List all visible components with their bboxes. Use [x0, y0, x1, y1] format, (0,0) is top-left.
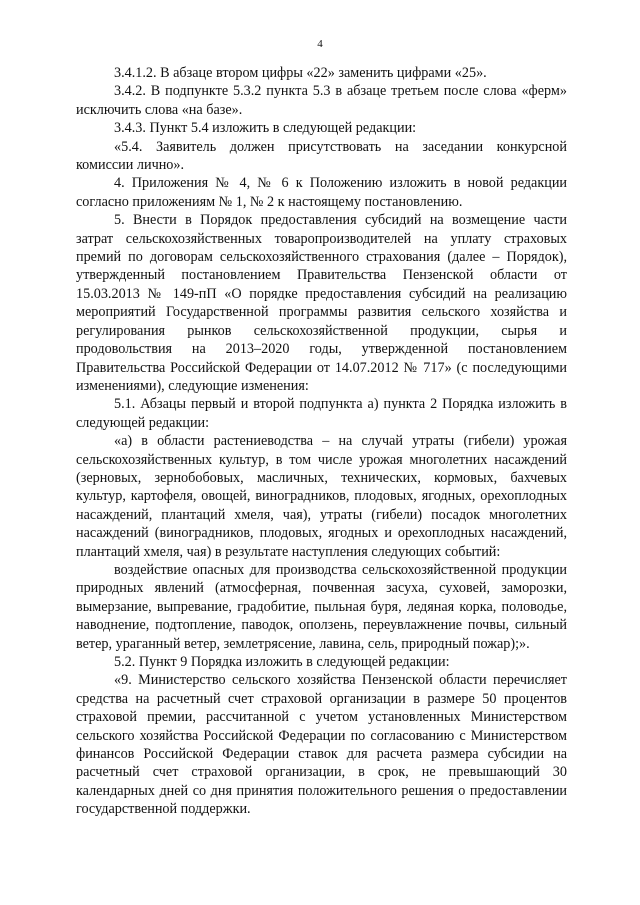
page-number: 4 — [317, 38, 323, 50]
paragraph-5-4-quote: «5.4. Заявитель должен присутствовать на заседании конкурсной комиссии лично». — [76, 138, 567, 174]
paragraph-5-1-a: «а) в области растениеводства – на случай утраты (гибели) урожая сельскохозяйственных культур, в том числе урожая многолетних насаждений (зерновых, зернобобовых, масличных, технических, кормовых, бахчевых культур, картофеля, овощей, виноградников, плодовых, ягодных, орехоплодных насаждений, плантаций хмеля, чая), утраты (гибели) посадок многолетних насаждений (виноградников, плодовых, ягодных и орехоплодных насаждений, плантаций хмеля, чая) в результате наступления следующих событий: — [76, 433, 567, 560]
paragraph-3-4-2: 3.4.2. В подпункте 5.3.2 пункта 5.3 в абзаце третьем после слова «ферм» исключить слова «на базе». — [76, 83, 567, 118]
paragraph-natural-events: воздействие опасных для производства сельскохозяйственной продукции природных явлений (атмосферная, почвенная засуха, суховей, заморозки, вымерзание, выпревание, градобитие, пыльная буря, ледяная корка, половодье, наводнение, подтопление, паводок, оползень, переувлажнение почвы, сильный ветер, ураганный ветер, землетрясение, лавина, сель, природный пожар);». — [76, 561, 567, 652]
paragraph-5-2: 5.2. Пункт 9 Порядка изложить в следующей редакции: — [114, 654, 450, 670]
paragraph-9-quote: «9. Министерство сельского хозяйства Пензенской области перечисляет средства на расчетный счет страховой организации в размере 50 процентов страховой премии, рассчитанной с учетом установленных Министерством сельского хозяйства Российской Федерации по согласованию с Министерством финансов Российской Федерации ставок для расчета размера субсидии на расчетный счет страховой организации, в срок, не превышающий 30 календарных дней со дня принятия положительного решения о предоставлении государственной поддержки. — [76, 672, 567, 818]
paragraph-4: 4. Приложения № 4, № 6 к Положению изложить в новой редакции согласно приложениям № 1, № 2 к настоящему постановлению. — [76, 175, 567, 210]
paragraph-5-1: 5.1. Абзацы первый и второй подпункта а) пункта 2 Порядка изложить в следующей редакции: — [76, 396, 567, 431]
paragraph-3-4-3: 3.4.3. Пункт 5.4 изложить в следующей редакции: — [114, 120, 417, 137]
paragraph-5: 5. Внести в Порядок предоставления субсидий на возмещение части затрат сельскохозяйственных товаропроизводителей на уплату страховых премий по договорам сельскохозяйственного страхования (далее – Порядок), утвержденный постановлением Правительства Пензенской области от 15.03.2013 № 149-пП «О порядке предоставления субсидий на реализацию мероприятий Государственной программы развития сельского хозяйства и регулирования рынков сельскохозяйственной продукции, сырья и продовольствия на 2013–2020 годы, утвержденной постановлением Правительства Российской Федерации от 14.07.2012 № 717» (с последующими изменениями), следующие изменения: — [76, 212, 567, 394]
document-body — [76, 64, 567, 819]
paragraph-3-4-1-2: 3.4.1.2. В абзаце втором цифры «22» заменить цифрами «25». — [114, 65, 487, 81]
